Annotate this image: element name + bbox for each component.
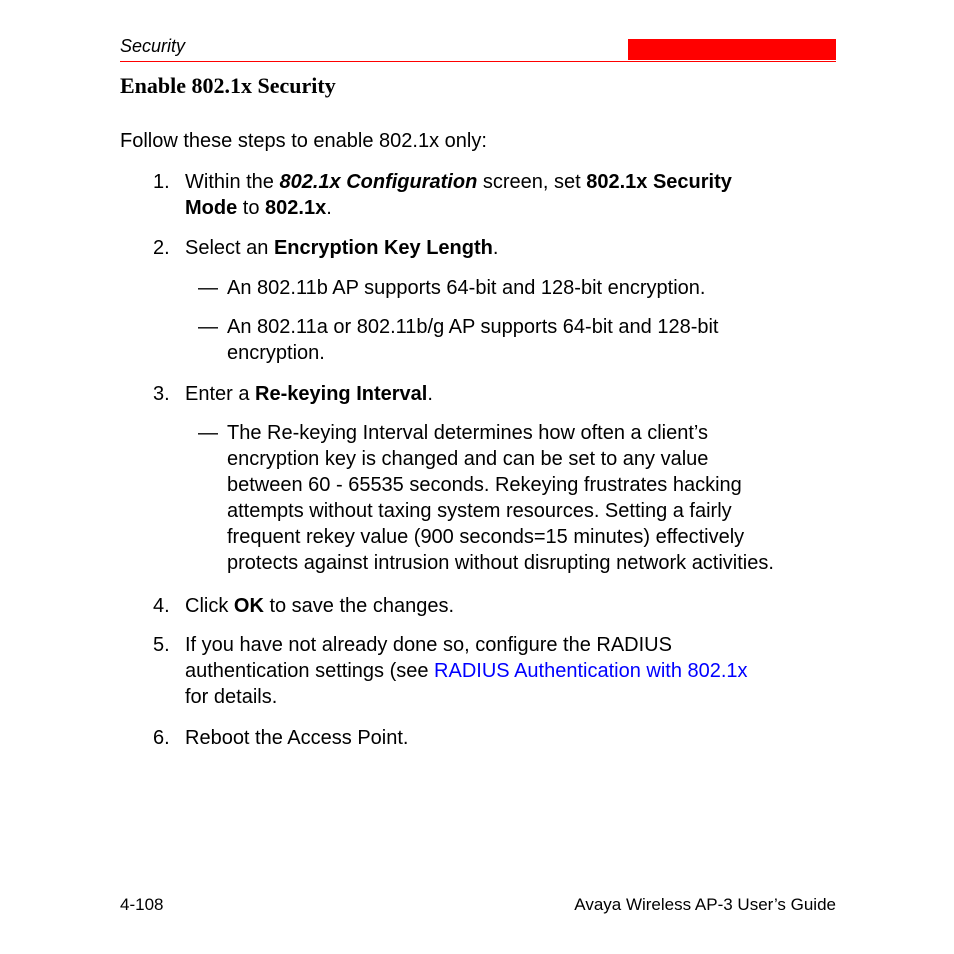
screen-name: 802.1x Configuration [279, 171, 478, 193]
text-run: . [492, 237, 499, 259]
step-text: Reboot the Access Point. [185, 727, 409, 749]
step-number: 3. [153, 383, 170, 405]
text-run: Within the [185, 171, 280, 193]
note-text [227, 420, 847, 576]
radius-auth-link[interactable]: RADIUS Authentication with 802.1x [434, 660, 748, 682]
note-line: The Re-keying Interval determines how often a client’s [227, 422, 708, 444]
note-line: encryption. [227, 342, 325, 364]
text-run: . [326, 197, 332, 219]
em-dash: — [198, 277, 218, 299]
step-text [185, 593, 835, 619]
header-rule [120, 61, 836, 62]
text-run: . [427, 383, 433, 405]
em-dash: — [198, 316, 218, 338]
page-number: 4-108 [120, 895, 164, 914]
guide-title: Avaya Wireless AP-3 User’s Guide [574, 895, 836, 914]
text-run: authentication settings (see [185, 660, 435, 682]
text-run: Enter a [185, 383, 256, 405]
note-text: An 802.11b AP supports 64-bit and 128-bit encryption. [227, 277, 706, 299]
note-line: An 802.11a or 802.11b/g AP supports 64-bit and 128-bit [227, 316, 719, 338]
note-text [227, 314, 847, 366]
text-run: Click [185, 595, 234, 617]
note-line: between 60 - 65535 seconds. Rekeying frustrates hacking [227, 474, 742, 496]
intro-text: Follow these steps to enable 802.1x only: [120, 130, 487, 152]
step-text [185, 235, 835, 261]
text-run: for details. [185, 686, 278, 708]
step-number: 5. [153, 634, 170, 656]
step-number: 1. [153, 171, 170, 193]
text-run: to [237, 197, 266, 219]
step-text [185, 169, 835, 221]
step-number: 2. [153, 237, 170, 259]
section-heading: Enable 802.1x Security [120, 73, 336, 98]
running-header-section: Security [120, 36, 186, 56]
setting-name: Re-keying Interval [255, 383, 428, 405]
step-number: 6. [153, 727, 170, 749]
step-number: 4. [153, 595, 170, 617]
note-line: protects against intrusion without disrupting network activities. [227, 552, 774, 574]
setting-name-cont: Mode [185, 197, 238, 219]
text-run: Select an [185, 237, 274, 259]
step-text [185, 381, 835, 407]
ok-label: OK [233, 595, 264, 617]
header-accent-bar [628, 39, 836, 60]
note-line: attempts without taxing system resources. Setting a fairly [227, 500, 732, 522]
em-dash: — [198, 422, 218, 444]
note-line: encryption key is changed and can be set to any value [227, 448, 709, 470]
setting-name: Encryption Key Length [273, 237, 493, 259]
text-run: to save the changes. [263, 595, 455, 617]
step-text [185, 632, 835, 710]
setting-name: 802.1x Security [586, 171, 732, 193]
text-run: screen, set [477, 171, 587, 193]
text-run: If you have not already done so, configure the RADIUS [185, 634, 672, 656]
note-line: frequent rekey value (900 seconds=15 minutes) effectively [227, 526, 745, 548]
setting-value: 802.1x [265, 197, 327, 219]
